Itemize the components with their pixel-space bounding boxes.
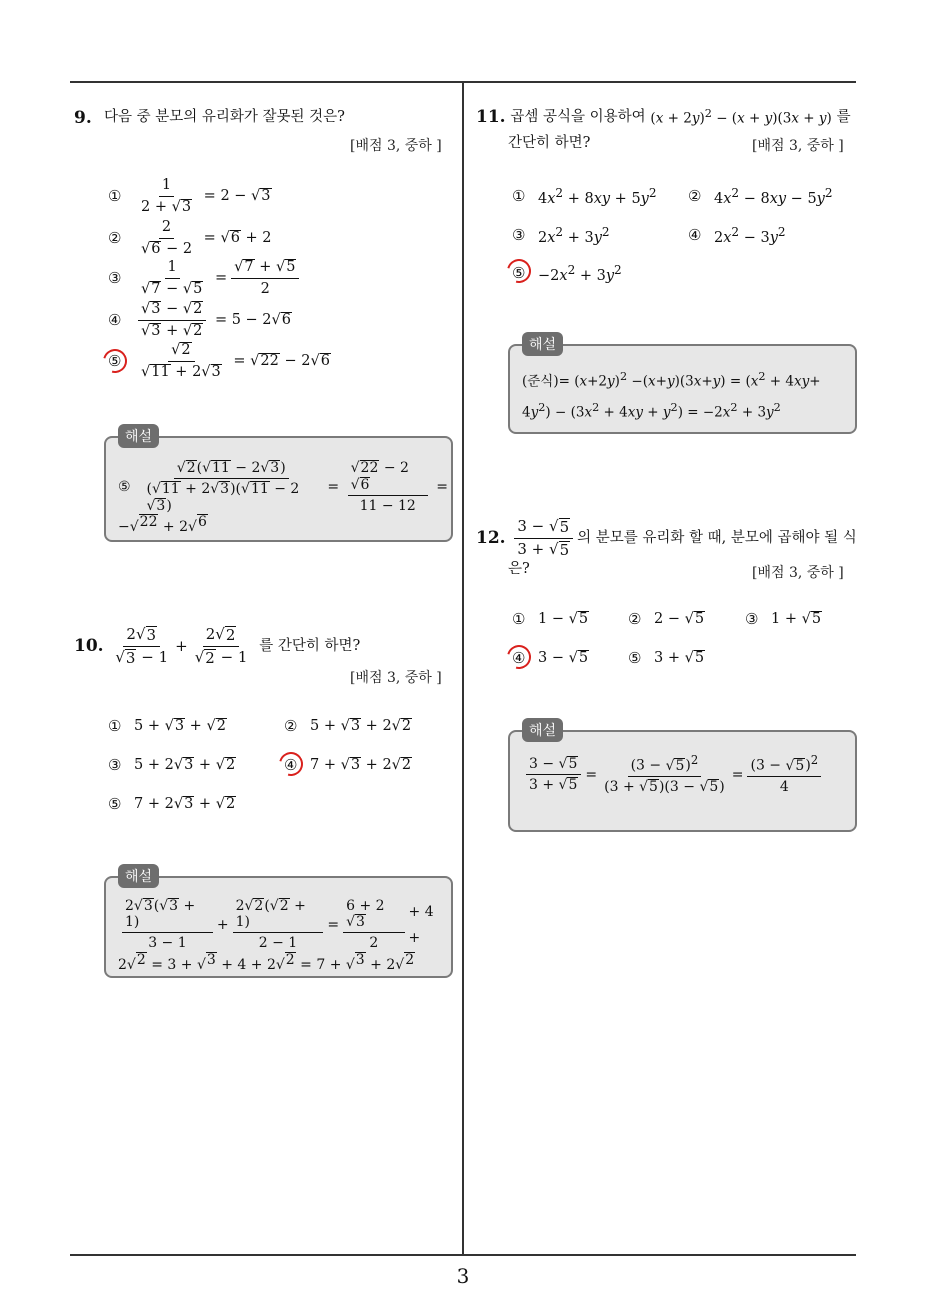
solution-text: ⑤ √ 2 ( √ 11 − 2 √ 3 ) ( √ 11 + 2 √ 3 )( √ 11 − 2 √ 3 ) = √ 22 − 2 √ 6 11 − 12 = − √ 22 + 2 √ 6 [118,460,448,536]
choice-1[interactable]: ① $4x^2 + 8xy + 5y^2$ [512,186,657,207]
question-stem-line2: 은? [508,561,530,577]
solution-box [104,436,453,542]
question-stem: 다음 중 분모의 유리화가 잘못된 것은? [104,109,345,125]
question-number: 11. [476,107,506,127]
question-number: 9. [74,108,92,128]
score-label: [배점 3, 중하 ] [752,565,844,581]
question-number: 10. [74,636,104,656]
choice-4[interactable]: ④ √ 3 − √ 2 √ 3 + √ 2 = 5 − 2 √ 6 [108,301,292,339]
choice-5[interactable]: ⑤ 7 + 2 √ 3 + √ 2 [108,795,236,813]
choice-4[interactable]: ④ 3 − √ 5 [512,649,589,667]
solution-tag: 해설 [118,424,159,448]
choice-3[interactable]: ③ 1 + √ 5 [745,610,822,628]
choice-number: ③ [108,269,122,288]
choice-3[interactable]: ③ $2x^2 + 3y^2$ [512,225,610,246]
choice-5[interactable]: ⑤ 3 + √ 5 [628,649,705,667]
choice-1[interactable]: ① 5 + √ 3 + √ 2 [108,717,226,735]
choice-1[interactable]: ① 1 − √ 5 [512,610,589,628]
solution-tag: 해설 [522,718,563,742]
choice-5[interactable]: ⑤ $-2x^2 + 3y^2$ [512,263,622,284]
score-label: [배점 3, 중하 ] [350,670,442,686]
answer-mark-circle [275,748,308,781]
question-stem: 10. 2 √ 3 √ 3 − 1 + 2 √ 2 √ 2 − 1 를 간단히 하면? [74,625,361,667]
question-number: 12. [476,528,506,548]
question-stem: 12. 3 − √ 5 3 + √ 5 의 분모를 유리화 할 때, 분모에 곱해야 될 식 [476,517,857,559]
solution-tag: 해설 [522,332,563,356]
choice-number: ④ [108,311,122,330]
choice-5[interactable]: ⑤ √ 2 √ 11 + 2 √ 3 = √ 22 − 2 √ 6 [108,342,330,380]
choice-2[interactable]: ② 2 √ 6 − 2 = √ 6 + 2 [108,219,272,257]
solution-text: 2 √ 3 ( √ 3 + 1) 3 − 1 + 2 √ 2 ( √ 2 + 1) 2 − 1 = 6 + 2 √ 3 2 + 4 + 2 √ 2 = 3 + √ 3 + 4 + 2 √ 2 = 7 + √ 3 + 2 √ 2 [118,898,434,973]
choice-4[interactable]: ④ 7 + √ 3 + 2 √ 2 [284,756,412,774]
solution-box [508,344,857,434]
choice-3[interactable]: ③ 1 √ 7 − √ 5 = √ 7 + √ 5 2 [108,259,303,298]
choice-4[interactable]: ④ $2x^2 - 3y^2$ [688,225,786,246]
solution-box [508,730,857,832]
choice-3[interactable]: ③ 5 + 2 √ 3 + √ 2 [108,756,236,774]
choice-number: ⑤ [108,352,122,371]
solution-text: (준식)= $(x+2y)^2 -(x+y)(3x+y) = (x^2 + 4xy+$ $4y^2) - (3x^2 + 4xy + y^2) = -2x^2 + 3y^2$ [522,370,821,420]
solution-tag: 해설 [118,864,159,888]
solution-box [104,876,453,978]
score-label: [배점 3, 중하 ] [752,138,844,154]
choice-2[interactable]: ② 2 − √ 5 [628,610,705,628]
choice-2[interactable]: ② $4x^2 - 8xy - 5y^2$ [688,186,833,207]
answer-mark-circle [503,641,536,674]
question-stem: 11. 곱셈 공식을 이용하여 $(x + 2y)^2 - (x + y)(3x + y)$ 를 [476,107,851,127]
choice-1[interactable]: ① 1 2 + √ 3 = 2 − √ 3 [108,177,271,215]
page-number: 3 [456,1264,470,1288]
choice-number: ① [108,187,122,206]
solution-number: ⑤ [118,479,131,496]
choice-2[interactable]: ② 5 + √ 3 + 2 √ 2 [284,717,412,735]
choice-number: ② [108,229,122,248]
score-label: [배점 3, 중하 ] [350,138,442,154]
solution-text: 3 − √ 5 3 + √ 5 = (3 − √ 5 )$^2$ (3 + √ 5 )(3 − √ 5 ) = (3 − √ 5 )$^2$ 4 [522,754,852,795]
bottom-rule [70,1254,856,1256]
column-divider [462,81,464,1255]
question-stem-line2: 간단히 하면? [508,135,591,151]
